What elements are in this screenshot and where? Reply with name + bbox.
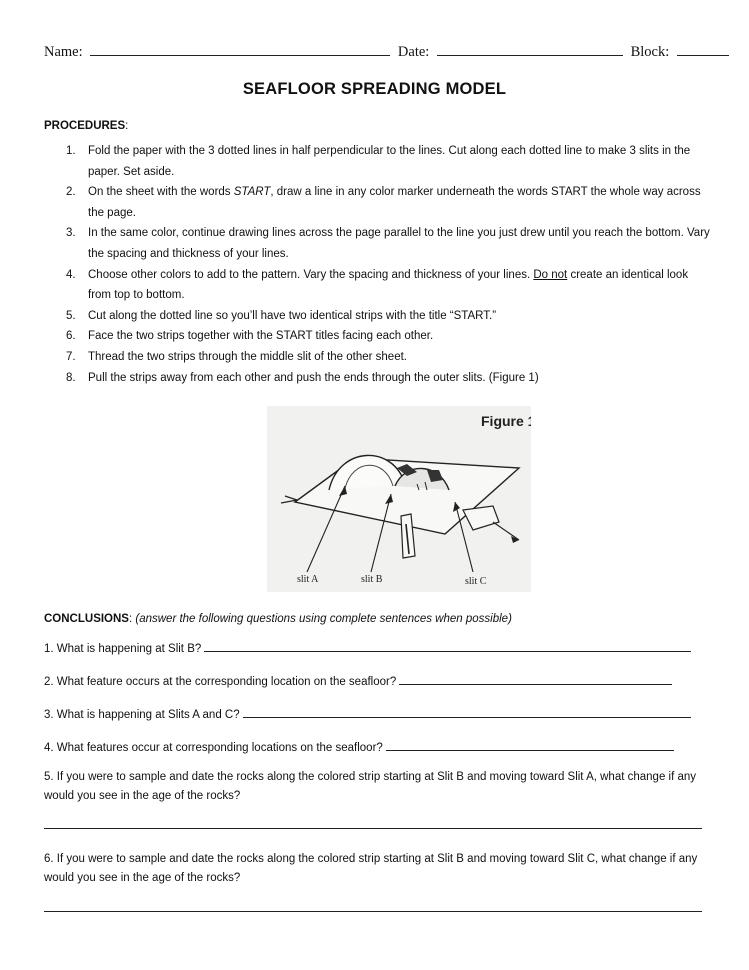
conclusions-heading-row: CONCLUSIONS: (answer the following questions using complete sentences when possible) [44, 613, 512, 625]
procedure-steps [44, 141, 714, 388]
step-text: On the sheet with the words START, draw a line in any color marker underneath the words START the whole way across the page. [88, 186, 701, 219]
date-field[interactable] [437, 44, 623, 56]
emphasis-do-not: Do not [533, 268, 568, 281]
question-2: 2. What feature occurs at the corresponding location on the seafloor? [44, 673, 706, 692]
block-field[interactable] [677, 44, 729, 56]
procedure-step: 1. Fold the paper with the 3 dotted lines in half perpendicular to the lines. Cut along each dotted line to make 3 slits in the paper. Set aside. [66, 145, 691, 178]
procedure-step: 6. Face the two strips together with the START titles facing each other. [66, 330, 434, 343]
slit-c-label: slit C [465, 576, 487, 587]
procedures-heading-row: PROCEDURES: [44, 120, 129, 132]
question-4: 4. What features occur at corresponding locations on the seafloor? [44, 739, 706, 758]
answer-field-4[interactable] [386, 739, 674, 751]
header-fields [44, 44, 704, 61]
block-label: Block: [630, 44, 670, 60]
step-text: Pull the strips away from each other and push the ends through the outer slits. (Figure 1) [88, 371, 539, 384]
procedure-step: 2. On the sheet with the words START, draw a line in any color marker underneath the words START the whole way across the page. [66, 186, 701, 219]
answer-field-1[interactable] [204, 640, 691, 652]
page-title: SEAFLOOR SPREADING MODEL [242, 80, 507, 98]
question-1: 1. What is happening at Slit B? [44, 640, 706, 659]
procedures-heading: PROCEDURES [44, 120, 126, 132]
seafloor-model-drawing [267, 406, 531, 592]
figure-title: Figure 1 [481, 413, 531, 429]
question-6: 6. If you were to sample and date the rocks along the colored strip starting at Slit B and moving toward Slit C, what change if any would you see in the age of the rocks? [44, 853, 698, 884]
slit-a-label: slit A [297, 574, 319, 585]
procedure-step: 5. Cut along the dotted line so you’ll have two identical strips with the title “START.” [66, 309, 497, 322]
answer-field-5[interactable] [44, 828, 702, 829]
name-label: Name: [44, 44, 83, 60]
date-label: Date: [397, 44, 430, 60]
slit-b-label: slit B [361, 574, 383, 585]
conclusions-heading: CONCLUSIONS [44, 613, 129, 625]
conclusions-note: (answer the following questions using complete sentences when possible) [135, 613, 512, 625]
step-text: In the same color, continue drawing lines across the page parallel to the line you just drew until you reach the bottom. Vary the spacing and thickness of your lines. [88, 227, 710, 260]
question-5: 5. If you were to sample and date the rocks along the colored strip starting at Slit B and moving toward Slit A, what change if any would you see in the age of the rocks? [44, 771, 697, 802]
step-text: Thread the two strips through the middle slit of the other sheet. [88, 350, 407, 363]
procedure-step: 8. Pull the strips away from each other and push the ends through the outer slits. (Figure 1) [66, 371, 539, 384]
procedure-step: 7. Thread the two strips through the middle slit of the other sheet. [66, 350, 407, 363]
procedure-step: 3. In the same color, continue drawing lines across the page parallel to the line you just drew until you reach the bottom. Vary the spacing and thickness of your lines. [66, 227, 710, 260]
question-3: 3. What is happening at Slits A and C? [44, 706, 706, 725]
name-field[interactable] [90, 44, 390, 56]
answer-field-2[interactable] [399, 673, 672, 685]
step-text: Cut along the dotted line so you’ll have two identical strips with the title “START.” [88, 309, 497, 322]
answer-field-6[interactable] [44, 911, 702, 912]
step-text: Face the two strips together with the START titles facing each other. [88, 330, 434, 343]
procedure-step: 4. Choose other colors to add to the pattern. Vary the spacing and thickness of your lines. Do not create an identical look from top to bottom. [66, 268, 689, 302]
step-text: Choose other colors to add to the pattern. Vary the spacing and thickness of your lines. Do not create an identical look from top to bottom. [88, 268, 689, 302]
step-text: Fold the paper with the 3 dotted lines in half perpendicular to the lines. Cut along each dotted line to make 3 slits in the paper. Set aside. [88, 145, 691, 178]
figure-1 [267, 406, 531, 592]
answer-field-3[interactable] [243, 706, 691, 718]
